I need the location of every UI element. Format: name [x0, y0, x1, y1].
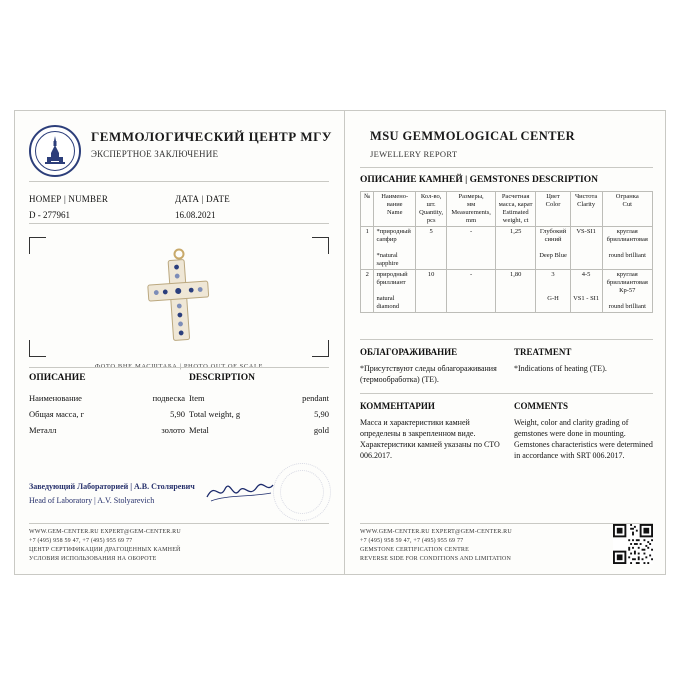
gemstones-table [360, 191, 653, 313]
cell-cut-ru1: круглая [616, 271, 638, 278]
qr-code-icon [613, 524, 653, 564]
treatment-heading-ru: ОБЛАГОРАЖИВАНИЕ [360, 347, 458, 357]
cell-quantity: 5 [416, 227, 447, 270]
col-measurements-ru1: Размеры, [458, 193, 484, 200]
col-quantity-ru2: шт. [426, 201, 436, 208]
col-clarity-en: Clarity [577, 201, 596, 208]
footer-right [360, 528, 610, 564]
description-label-ru: Общая масса, г [29, 409, 85, 419]
description-label-ru: Металл [29, 425, 57, 435]
cell-name [374, 270, 416, 313]
number-value: D - 277961 [29, 210, 70, 220]
comments-heading-en: COMMENTS [514, 401, 568, 411]
cell-color-ru1: Глубокий [539, 228, 567, 235]
cell-name-en1: natural [376, 295, 395, 302]
col-cut-en: Cut [622, 201, 632, 208]
description-value-en: pendant [302, 393, 329, 403]
cell-clarity: VS-SI1 [570, 227, 602, 270]
comments-heading-ru: КОММЕНТАРИИ [360, 401, 435, 411]
table-row [361, 270, 653, 313]
divider-above-footer-left [29, 523, 329, 524]
footer-right-line: WWW.GEM-CENTER.RU EXPERT@GEM-CENTER.RU [360, 529, 512, 535]
certificate-document [14, 110, 666, 575]
footer-left-line: WWW.GEM-CENTER.RU EXPERT@GEM-CENTER.RU [29, 529, 181, 535]
cell-color-en: G-H [547, 295, 559, 302]
cell-weight: 1,80 [495, 270, 536, 313]
cell-cut-en: round brilliant [608, 252, 646, 259]
cell-color [536, 227, 570, 270]
org-title-en: MSU GEMMOLOGICAL CENTER [370, 129, 576, 143]
table-row [361, 227, 653, 270]
date-label: ДАТА | DATE [175, 194, 230, 204]
table-header-row [361, 192, 653, 227]
cell-name-en2: sapphire [376, 260, 399, 267]
description-value-en: gold [313, 425, 329, 435]
certificate-left-column [15, 111, 345, 574]
description-label-en: Metal [189, 425, 209, 435]
photo-corner-tr [312, 237, 329, 254]
divider-above-footer-right [360, 523, 653, 524]
col-name-ru1: Наимено- [381, 193, 409, 200]
description-label-en: Item [189, 393, 205, 403]
description-value-ru: золото [161, 425, 185, 435]
cell-cut-ru3: Кр-57 [619, 287, 636, 294]
cell-quantity: 10 [416, 270, 447, 313]
col-weight [495, 192, 536, 227]
col-color [536, 192, 570, 227]
logo-circle [29, 125, 81, 177]
cell-clarity-ru: 4-5 [581, 271, 591, 278]
description-value-ru: 5,90 [170, 409, 185, 419]
col-color-ru: Цвет [546, 193, 560, 200]
cell-color-ru2: синий [544, 236, 562, 243]
col-weight-en1: Estimated [502, 209, 529, 216]
col-no: № [361, 192, 374, 227]
col-cut [602, 192, 652, 227]
org-subtitle-en: JEWELLERY REPORT [370, 149, 458, 159]
cell-clarity [570, 270, 602, 313]
item-photo-area [29, 237, 329, 357]
col-color-en: Color [545, 201, 561, 208]
gemstones-heading: ОПИСАНИЕ КАМНЕЙ | GEMSTONES DESCRIPTION [360, 175, 598, 185]
cell-name-ru2: бриллиант [376, 279, 406, 286]
description-label-ru: Наименование [29, 393, 82, 403]
col-quantity-en1: Quantity, [419, 209, 444, 216]
cell-name-ru2: сапфир [376, 236, 397, 243]
divider-number-block [29, 223, 329, 224]
cell-name-ru1: природный [376, 271, 408, 278]
footer-right-line: +7 (495) 958 59 47, +7 (495) 955 69 77 [360, 538, 464, 544]
footer-right-line: GEMSTONE CERTIFICATION CENTRE [360, 547, 469, 553]
footer-left-line: +7 (495) 958 59 47, +7 (495) 955 69 77 [29, 538, 133, 544]
col-quantity-ru1: Кол-во, [420, 193, 442, 200]
cell-color [536, 270, 570, 313]
msu-logo [29, 125, 81, 177]
col-name-ru2: вание [386, 201, 403, 208]
cell-name-ru1: *природный [376, 228, 411, 235]
org-title-ru: ГЕММОЛОГИЧЕСКИЙ ЦЕНТР МГУ [91, 129, 332, 144]
cell-name-en2: diamond [376, 303, 400, 310]
handwritten-signature-icon [205, 479, 275, 503]
org-subtitle-ru: ЭКСПЕРТНОЕ ЗАКЛЮЧЕНИЕ [91, 149, 219, 159]
divider-above-comments [360, 393, 653, 394]
treatment-heading-en: TREATMENT [514, 347, 572, 357]
description-heading-en: DESCRIPTION [189, 373, 255, 383]
col-clarity-ru: Чистота [574, 193, 598, 200]
divider-above-treatment [360, 339, 653, 340]
cell-name-en1: *natural [376, 252, 398, 259]
cross-pendant-icon [139, 247, 219, 351]
description-heading-ru: ОПИСАНИЕ [29, 373, 86, 383]
cell-cut [602, 227, 652, 270]
col-clarity [570, 192, 602, 227]
divider-header-right [360, 167, 653, 168]
divider-header-left [29, 181, 329, 182]
comments-body-en: Weight, color and clarity grading of gemstones were done in mounting. Gemstones characteristics were determined in accordance with SRT 006.2017. [514, 418, 653, 460]
comments-body-ru: Масса и характеристики камней определены в закрепленном виде. Характеристики камней указаны по СТО 006.2017. [360, 418, 500, 460]
photo-corner-tl [29, 237, 46, 254]
number-label: НОМЕР | NUMBER [29, 194, 109, 204]
cell-clarity-en: VS1 - SI1 [573, 295, 600, 302]
date-value: 16.08.2021 [175, 210, 216, 220]
signature-line-ru: Заведующий Лабораторией | А.В. Столярeвич [29, 482, 195, 491]
cell-cut [602, 270, 652, 313]
treatment-body-en: *Indications of heating (TE). [514, 364, 607, 373]
cell-cut-en: round brilliant [608, 303, 646, 310]
treatment-body-ru: *Присутствуют следы облагораживания (термообработка) (TE). [360, 364, 497, 384]
footer-left-line: ЦЕНТР СЕРТИФИКАЦИИ ДРАГОЦЕННЫХ КАМНЕЙ [29, 547, 181, 553]
round-stamp-icon [273, 463, 331, 521]
cell-no: 1 [361, 227, 374, 270]
cell-color-en: Deep Blue [539, 252, 567, 259]
cell-cut-ru2: бриллиантовая [606, 279, 648, 286]
cell-cut-ru1: круглая [616, 228, 638, 235]
col-measurements-en1: Measurements, [451, 209, 491, 216]
cell-name [374, 227, 416, 270]
col-measurements-en2: mm [466, 217, 477, 224]
cell-weight: 1,25 [495, 227, 536, 270]
col-quantity-en2: pcs [426, 217, 436, 224]
divider-above-description [29, 367, 329, 368]
msu-tower-icon [43, 136, 67, 168]
description-value-ru: подвеска [152, 393, 185, 403]
description-label-en: Total weight, g [189, 409, 241, 419]
photo-corner-br [312, 340, 329, 357]
cell-cut-ru2: бриллиантовая [606, 236, 648, 243]
photo-corner-bl [29, 340, 46, 357]
footer-right-line: REVERSE SIDE FOR CONDITIONS AND LIMITATION [360, 556, 512, 562]
col-name-en: Name [386, 209, 403, 216]
col-measurements [447, 192, 496, 227]
cell-measurements: - [447, 227, 496, 270]
cell-no: 2 [361, 270, 374, 313]
signature-line-en: Head of Laboratory | A.V. Stolyarevich [29, 496, 155, 505]
col-weight-ru1: Расчетная [501, 193, 530, 200]
col-name [374, 192, 416, 227]
description-value-en: 5,90 [314, 409, 329, 419]
footer-left-line: УСЛОВИЯ ИСПОЛЬЗОВАНИЯ НА ОБОРОТЕ [29, 556, 157, 562]
col-measurements-ru2: мм [466, 201, 476, 208]
col-weight-en2: weight, ct [502, 217, 529, 224]
cell-color-ru1: 3 [551, 271, 555, 278]
col-quantity [416, 192, 447, 227]
col-weight-ru2: масса, карат [498, 201, 533, 208]
col-cut-ru: Огранка [615, 193, 639, 200]
cell-measurements: - [447, 270, 496, 313]
certificate-right-column [346, 111, 666, 574]
footer-left [29, 528, 329, 564]
